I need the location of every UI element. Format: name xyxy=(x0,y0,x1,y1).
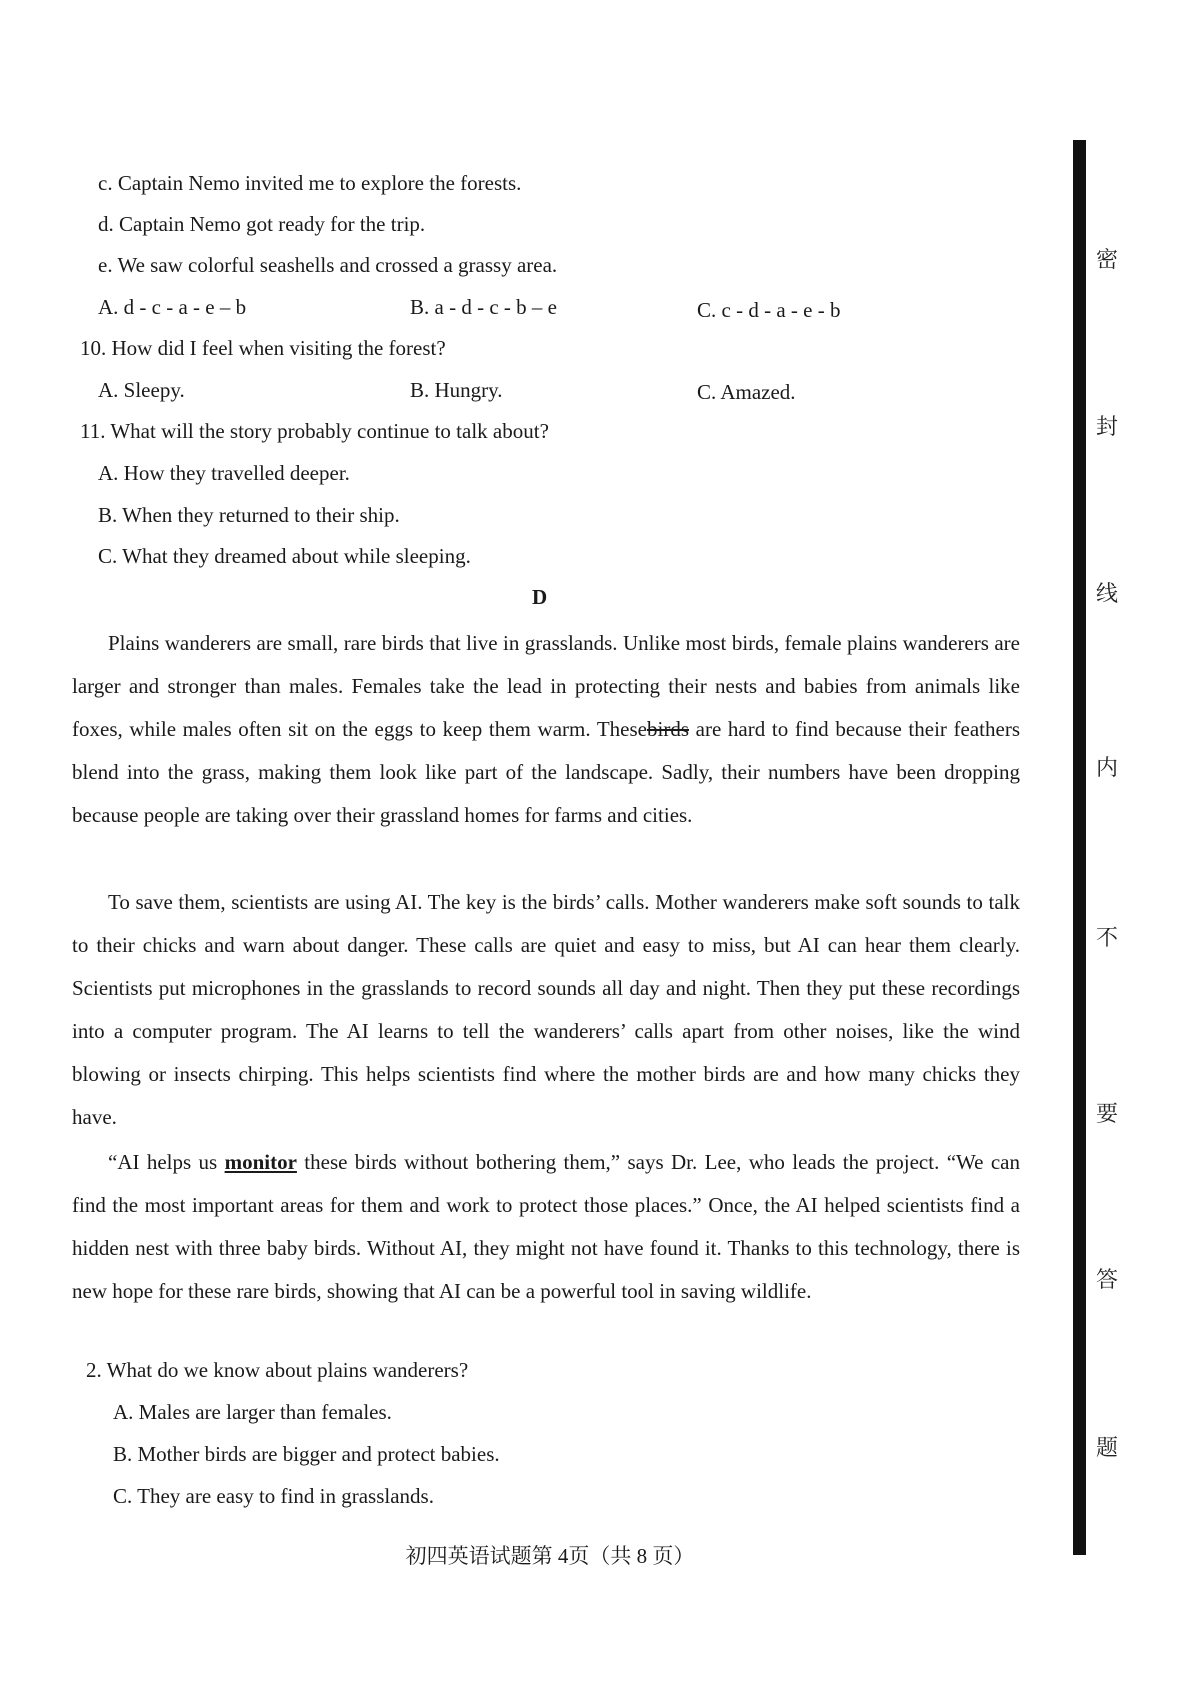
q9-choice-b: B. a - d - c - b – e xyxy=(410,295,557,319)
q10-choice-b: B. Hungry. xyxy=(410,378,503,402)
q11-stem: 11. What will the story probably continue to talk about? xyxy=(80,419,549,443)
q9-choice-c: C. c - d - a - e - b xyxy=(697,298,841,322)
seal-char-2: 封 xyxy=(1096,415,1119,440)
struck-word: birds xyxy=(647,717,689,742)
seal-char-5: 不 xyxy=(1096,926,1119,951)
q10-stem: 10. How did I feel when visiting the forest? xyxy=(80,336,446,360)
q9-option-c: c. Captain Nemo invited me to explore the forests. xyxy=(98,171,522,195)
q9-option-d: d. Captain Nemo got ready for the trip. xyxy=(98,212,426,236)
section-d-title: D xyxy=(532,585,548,609)
q9-option-e: e. We saw colorful seashells and crossed a grassy area. xyxy=(98,253,558,277)
paragraph-1-text-cont: are hard to find because their feathers blend into the grass, making them look like part of the landscape. Sadly, their numbers have been dropping because people are taking over their grassland homes for farms and cities. xyxy=(72,717,1020,828)
q10-choice-c: C. Amazed. xyxy=(697,380,796,404)
passage-paragraph-2 xyxy=(72,881,1020,1140)
q11-choice-c: C. What they dreamed about while sleeping. xyxy=(98,544,471,568)
q12-choice-a: A. Males are larger than females. xyxy=(113,1400,392,1424)
underlined-word-monitor: monitor xyxy=(224,1150,297,1174)
seal-char-4: 内 xyxy=(1096,756,1119,781)
q12-choice-b: B. Mother birds are bigger and protect babies. xyxy=(113,1442,500,1466)
q12-stem: 2. What do we know about plains wanderers? xyxy=(86,1358,469,1382)
paragraph-2-text: To save them, scientists are using AI. The key is the birds’ calls. Mother wanderers make soft sounds to talk to their chicks and warn about danger. These calls are quiet and easy to miss, but AI can hear them clearly. Scientists put microphones in the grasslands to record sounds all day and night. Then they put these recordings into a computer program. The AI learns to tell the wanderers’ calls apart from other noises, like the wind blowing or insects chirping. This helps scientists find where the mother birds are and how many chicks they have. xyxy=(72,890,1020,1130)
q11-choice-b: B. When they returned to their ship. xyxy=(98,503,400,527)
q11-choice-a: A. How they travelled deeper. xyxy=(98,461,350,485)
seal-char-1: 密 xyxy=(1096,248,1119,273)
passage-paragraph-1 xyxy=(72,622,1020,837)
q9-choice-a: A. d - c - a - e – b xyxy=(98,295,247,319)
binding-line xyxy=(1073,140,1086,1555)
seal-char-7: 答 xyxy=(1096,1268,1119,1293)
q12-choice-c: C. They are easy to find in grasslands. xyxy=(113,1484,434,1508)
paragraph-3-text: “AI helps us xyxy=(108,1150,225,1174)
seal-char-8: 题 xyxy=(1096,1436,1119,1461)
seal-char-6: 要 xyxy=(1096,1102,1119,1127)
paragraph-3-text-cont: these birds without bothering them,” says Dr. Lee, who leads the project. “We can find the most important areas for them and work to protect those places.” Once, the AI helped scientists find a hidden nest with three baby birds. Without AI, they might not have found it. Thanks to this technology, there is new hope for these rare birds, showing that AI can be a powerful tool in saving wildlife. xyxy=(72,1150,1020,1304)
passage-paragraph-3 xyxy=(72,1141,1020,1313)
seal-char-3: 线 xyxy=(1096,582,1119,607)
page-footer: 初四英语试题第 4页（共 8 页） xyxy=(405,1544,695,1568)
paragraph-1-text: Plains wanderers are small, rare birds that live in grasslands. Unlike most birds, female plains wanderers are larger and stronger than males. Females take the lead in protecting their nests and babies from animals like foxes, while males often sit on the eggs to keep them warm. These xyxy=(72,631,1020,742)
q10-choice-a: A. Sleepy. xyxy=(98,378,185,402)
